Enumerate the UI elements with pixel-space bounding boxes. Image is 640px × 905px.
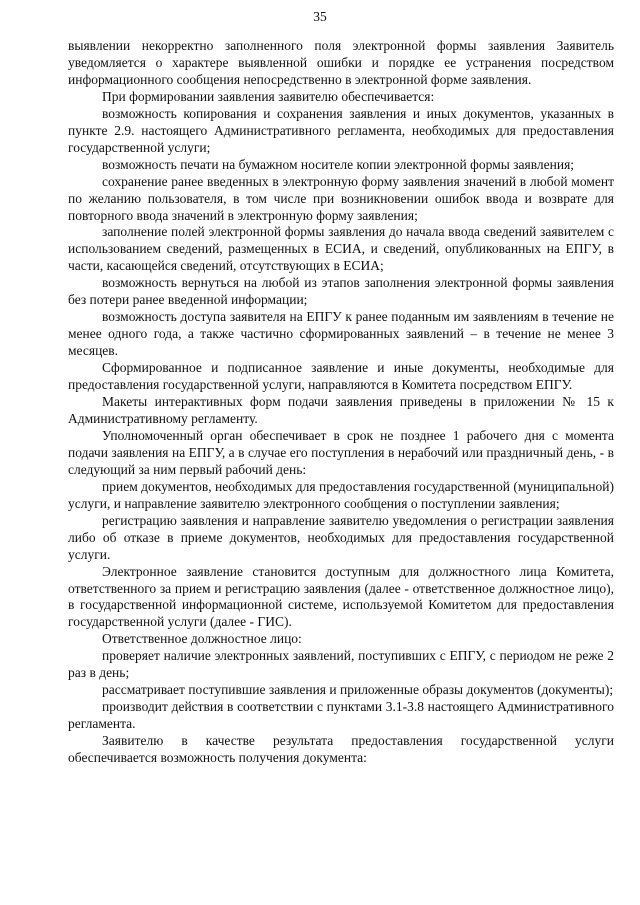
document-body <box>68 38 614 767</box>
paragraph: Заявителю в качестве результата предоставления государственной услуги обеспечивается возможность получения документа: <box>68 733 614 766</box>
paragraph: заполнение полей электронной формы заявления до начала ввода сведений заявителем с использованием сведений, размещенных в ЕСИА, и сведений, опубликованных на ЕПГУ, в части, касающейся сведений, отсутствующих в ЕСИА; <box>68 224 614 274</box>
paragraph: рассматривает поступившие заявления и приложенные образы документов (документы); <box>102 682 614 698</box>
paragraph: выявлении некорректно заполненного поля электронной формы заявления Заявитель уведомляется о характере выявленной ошибки и порядке ее устранения посредством информационного сообщения непосредственно в электронной форме заявления. <box>68 38 614 87</box>
paragraph: При формировании заявления заявителю обеспечивается: <box>102 88 435 104</box>
paragraph: регистрацию заявления и направление заявителю уведомления о регистрации заявления либо об отказе в приеме документов, необходимых для предоставления государственной услуги. <box>68 512 614 562</box>
paragraph: Электронное заявление становится доступным для должностного лица Комитета, ответственного за прием и регистрацию заявления (далее - ответственное должностное лицо), в государственной информационной системе, используемой Комитетом для предоставления государственной услуги (далее - ГИС). <box>68 563 614 630</box>
paragraph: Уполномоченный орган обеспечивает в срок не позднее 1 рабочего дня с момента подачи заявления на ЕПГУ, а в случае его поступления в нерабочий или праздничный день, - в следующий за ним первый рабочий день: <box>68 427 614 477</box>
page-number: 35 <box>313 9 327 24</box>
paragraph: возможность вернуться на любой из этапов заполнения электронной формы заявления без потери ранее введенной информации; <box>68 275 614 308</box>
paragraph: возможность печати на бумажном носителе копии электронной формы заявления; <box>102 156 575 172</box>
paragraph: прием документов, необходимых для предоставления государственной (муниципальной) услуги, и направление заявителю электронного сообщения о поступлении заявления; <box>68 478 614 511</box>
paragraph: возможность доступа заявителя на ЕПГУ к ранее поданным им заявлениям в течение не менее одного года, а также частично сформированных заявлений – в течение не менее 3 месяцев. <box>68 309 614 359</box>
paragraph: Макеты интерактивных форм подачи заявления приведены в приложении № 15 к Административному регламенту. <box>68 394 614 426</box>
paragraph: проверяет наличие электронных заявлений, поступивших с ЕПГУ, с периодом не реже 2 раз в день; <box>68 648 614 681</box>
paragraph: возможность копирования и сохранения заявления и иных документов, указанных в пункте 2.9. настоящего Административного регламента, необходимых для предоставления государственной услуги; <box>68 105 614 155</box>
paragraph: Ответственное должностное лицо: <box>102 631 302 647</box>
paragraph: сохранение ранее введенных в электронную форму заявления значений в любой момент по желанию пользователя, в том числе при возникновении ошибок ввода и возврате для повторного ввода значений в электронную форму заявления; <box>68 173 614 223</box>
paragraph: Сформированное и подписанное заявление и иные документы, необходимые для предоставления государственной услуги, направляются в Комитета посредством ЕПГУ. <box>68 360 614 393</box>
paragraph: производит действия в соответствии с пунктами 3.1-3.8 настоящего Административного регламента. <box>68 699 614 732</box>
